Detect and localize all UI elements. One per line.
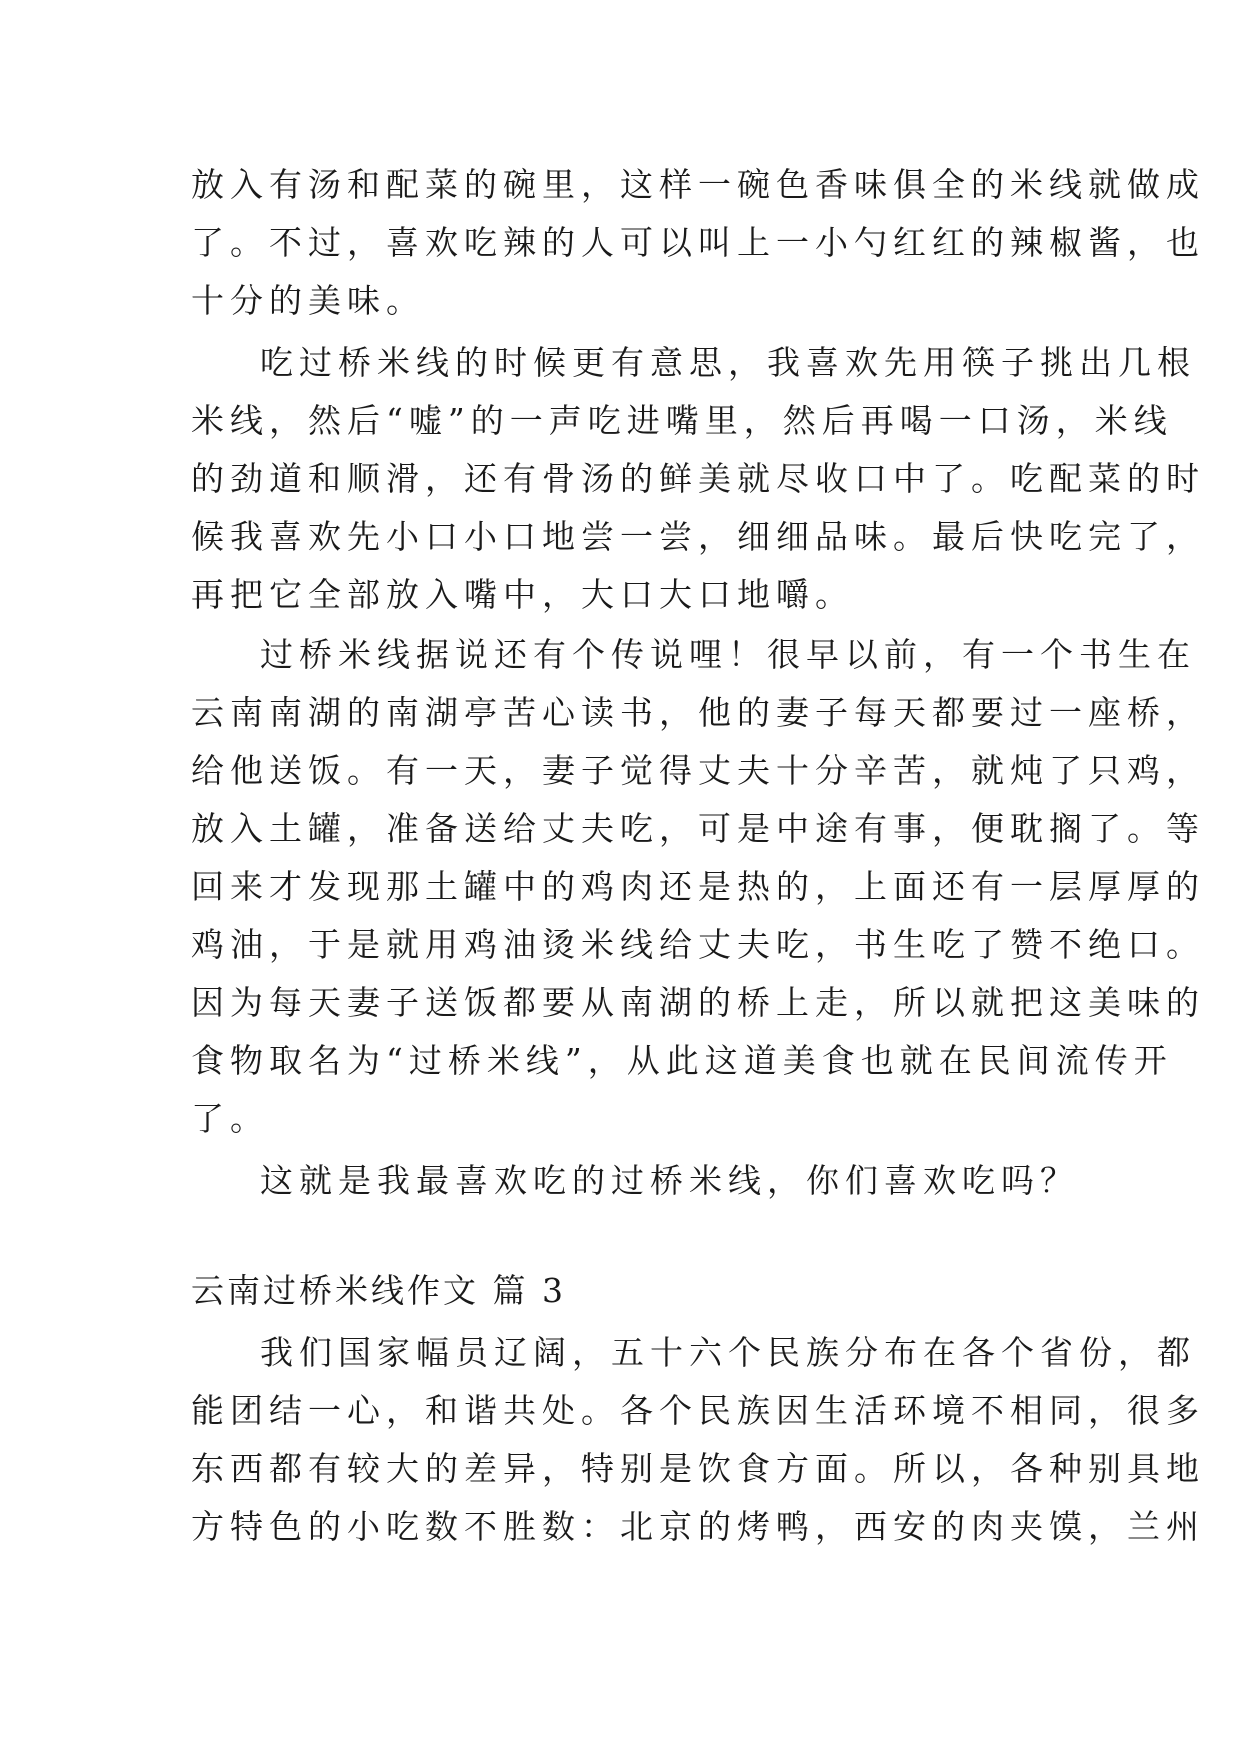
paragraph-first-line: 过桥米线据说还有个传说哩！很早以前，有一个书生在	[260, 635, 1196, 674]
text-line: 能团结一心，和谐共处。各个民族因生活环境不相同，很多	[191, 1391, 1205, 1430]
paragraph-first-line: 我们国家幅员辽阔，五十六个民族分布在各个省份，都	[260, 1333, 1196, 1372]
text-line: 的劲道和顺滑，还有骨汤的鲜美就尽收口中了。吃配菜的时	[191, 459, 1205, 498]
text-line: 食物取名为“过桥米线”，从此这道美食也就在民间流传开	[191, 1041, 1173, 1080]
text-line: 放入土罐，准备送给丈夫吃，可是中途有事，便耽搁了。等	[191, 809, 1205, 848]
text-line: 回来才发现那土罐中的鸡肉还是热的，上面还有一层厚厚的	[191, 867, 1205, 906]
text-line: 因为每天妻子送饭都要从南湖的桥上走，所以就把这美味的	[191, 983, 1205, 1022]
paragraph-first-line: 这就是我最喜欢吃的过桥米线，你们喜欢吃吗？	[260, 1161, 1079, 1200]
text-line: 十分的美味。	[191, 281, 425, 320]
text-line: 方特色的小吃数不胜数：北京的烤鸭，西安的肉夹馍，兰州	[191, 1507, 1205, 1546]
text-line: 再把它全部放入嘴中，大口大口地嚼。	[191, 575, 854, 614]
text-line: 候我喜欢先小口小口地尝一尝，细细品味。最后快吃完了，	[191, 517, 1205, 556]
text-line: 米线，然后“嘘”的一声吃进嘴里，然后再喝一口汤，米线	[191, 401, 1173, 440]
text-line: 放入有汤和配菜的碗里，这样一碗色香味俱全的米线就做成	[191, 165, 1205, 204]
paragraph-first-line: 吃过桥米线的时候更有意思，我喜欢先用筷子挑出几根	[260, 343, 1196, 382]
text-line: 了。	[191, 1099, 269, 1138]
text-line: 鸡油，于是就用鸡油烫米线给丈夫吃，书生吃了赞不绝口。	[191, 925, 1205, 964]
text-line: 东西都有较大的差异，特别是饮食方面。所以，各种别具地	[191, 1449, 1205, 1488]
text-line: 了。不过，喜欢吃辣的人可以叫上一小勺红红的辣椒酱，也	[191, 223, 1205, 262]
text-line: 云南南湖的南湖亭苦心读书，他的妻子每天都要过一座桥，	[191, 693, 1205, 732]
section-heading: 云南过桥米线作文 篇 3	[191, 1271, 566, 1310]
text-line: 给他送饭。有一天，妻子觉得丈夫十分辛苦，就炖了只鸡，	[191, 751, 1205, 790]
